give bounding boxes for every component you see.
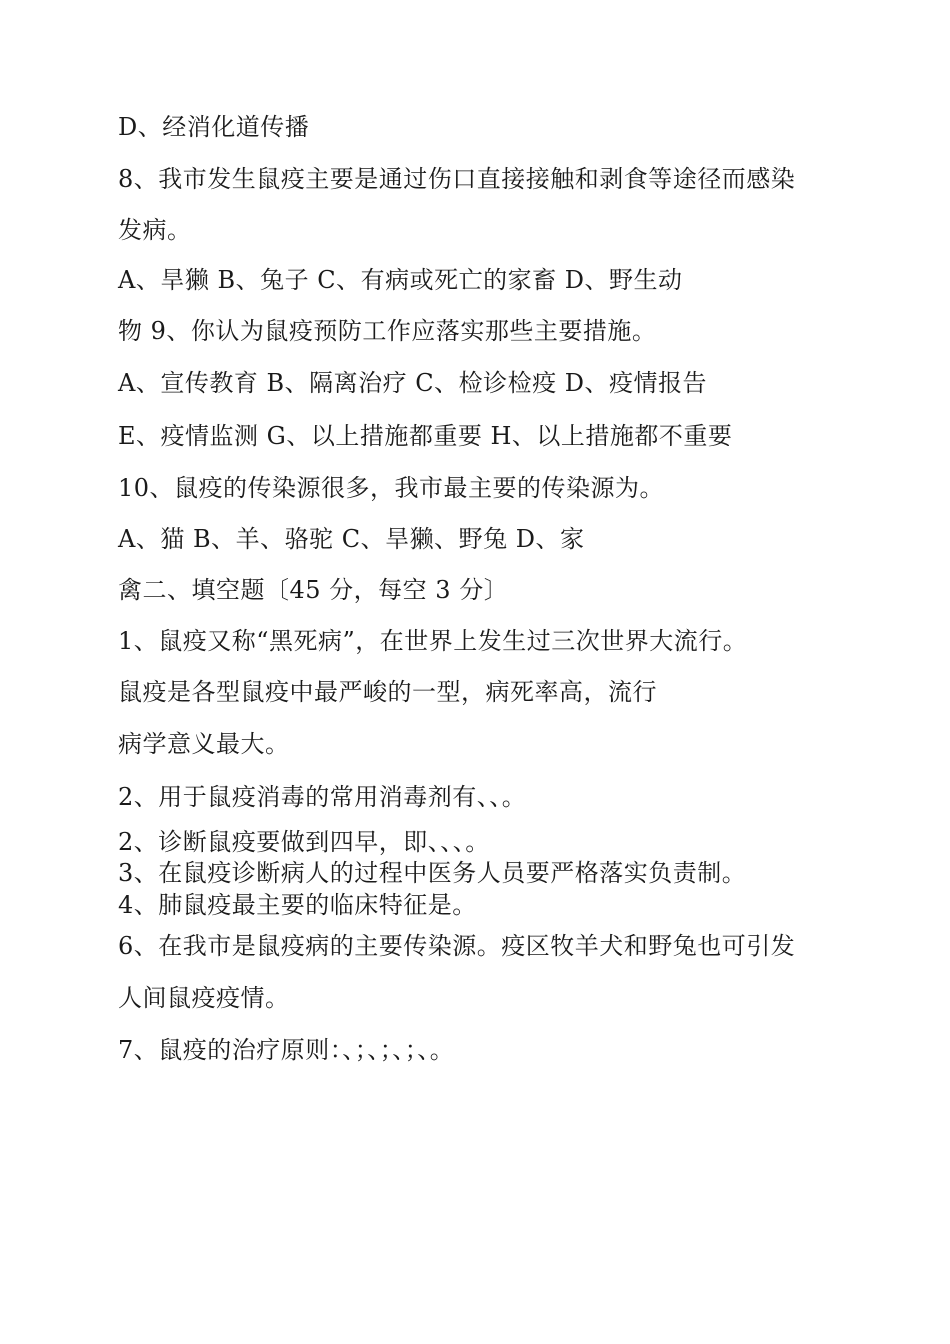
text-line: 2、诊断鼠疫要做到四早，即、、、。 bbox=[118, 828, 490, 856]
text-line: 6、在我市是鼠疫病的主要传染源。疫区牧羊犬和野兔也可引发 bbox=[118, 932, 796, 960]
text-line: D、经消化道传播 bbox=[118, 113, 310, 141]
text-line: E、疫情监测 G、以上措施都重要 H、以上措施都不重要 bbox=[118, 422, 733, 450]
text-line: A、宣传教育 B、隔离治疗 C、检诊检疫 D、疫情报告 bbox=[118, 369, 707, 397]
text-line: 禽二、填空题〔45 分，每空 3 分〕 bbox=[118, 576, 509, 604]
text-line: 病学意义最大。 bbox=[118, 730, 290, 758]
text-line: A、旱獭 B、兔子 C、有病或死亡的家畜 D、野生动 bbox=[118, 266, 683, 294]
text-line: 2、用于鼠疫消毒的常用消毒剂有、、。 bbox=[118, 783, 527, 811]
text-line: 鼠疫是各型鼠疫中最严峻的一型，病死率高，流行 bbox=[118, 678, 657, 706]
text-line: 7、鼠疫的治疗原则：、；、；、；、。 bbox=[118, 1036, 455, 1064]
text-line: 发病。 bbox=[118, 216, 192, 244]
text-line: 人间鼠疫疫情。 bbox=[118, 984, 290, 1012]
text-line: 物 9、你认为鼠疫预防工作应落实那些主要措施。 bbox=[118, 317, 657, 345]
text-line: 3、在鼠疫诊断病人的过程中医务人员要严格落实负责制。 bbox=[118, 859, 747, 887]
text-line: 8、我市发生鼠疫主要是通过伤口直接接触和剥食等途径而感染 bbox=[118, 165, 796, 193]
text-line: 1、鼠疫又称“黑死病”，在世界上发生过三次世界大流行。 bbox=[118, 627, 748, 655]
text-line: 4、肺鼠疫最主要的临床特征是。 bbox=[118, 891, 477, 919]
text-line: A、猫 B、羊、骆驼 C、旱獭、野兔 D、家 bbox=[118, 525, 585, 553]
text-line: 10、鼠疫的传染源很多，我市最主要的传染源为。 bbox=[118, 474, 665, 502]
